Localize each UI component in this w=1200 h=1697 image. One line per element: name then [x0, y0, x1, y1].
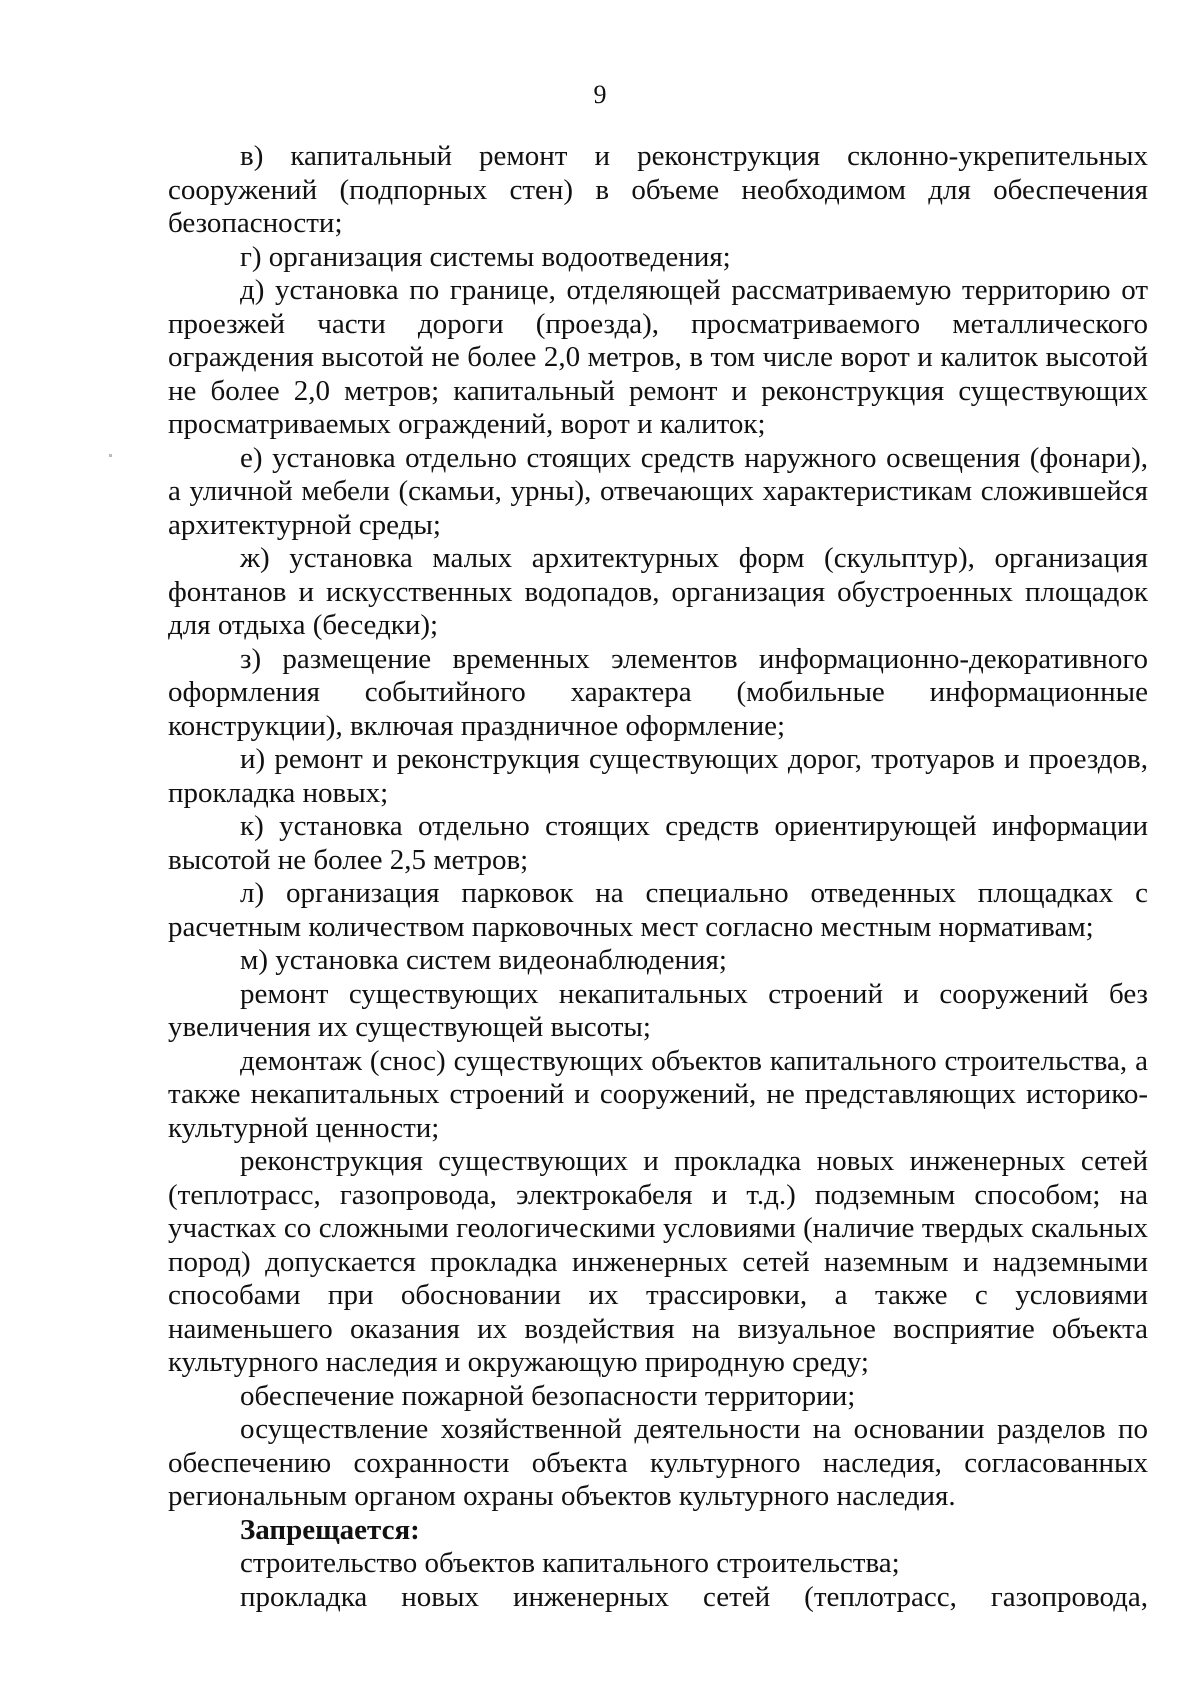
- paragraph-networks: реконструкция существующих и прокладка новых инженерных сетей (теплотрасс, газопровода, электрокабеля и т.д.) подземным способом; на участках со сложными геологическими условиями (наличие твердых скальных пород) допускается прокладка инженерных сетей наземным и надземными способами при обосновании их трассировки, а также с условиями наименьшего оказания их воздействия на визуальное восприятие объекта культурного наследия и окружающую природную среду;: [168, 1145, 1148, 1378]
- paragraph-d: д) установка по границе, отделяющей рассматриваемую территорию от проезжей части дороги (проезда), просматриваемого металлического ограждения высотой не более 2,0 метров, в том числе ворот и калиток высотой не более 2,0 метров; капитальный ремонт и реконструкция существующих просматриваемых ограждений, ворот и калиток;: [168, 274, 1148, 440]
- paragraph-v: в) капитальный ремонт и реконструкция склонно-укрепительных сооружений (подпорных стен) в объеме необходимом для обеспечения безопасности;: [168, 140, 1148, 239]
- section-heading-prohibited: Запрещается:: [240, 1513, 420, 1546]
- paragraph-l: л) организация парковок на специально отведенных площадках с расчетным количеством парковочных мест согласно местным нормативам;: [168, 877, 1148, 943]
- document-body: [168, 140, 1148, 1614]
- paragraph-g: г) организация системы водоотведения;: [240, 240, 731, 273]
- paragraph-z: з) размещение временных элементов информационно-декоративного оформления событийного характера (мобильные информационные конструкции), включая праздничное оформление;: [168, 642, 1148, 742]
- paragraph-economic-activity: осуществление хозяйственной деятельности на основании разделов по обеспечению сохранности объекта культурного наследия, согласованных региональным органом охраны объектов культурного наследия.: [168, 1413, 1148, 1512]
- paragraph-k: к) установка отдельно стоящих средств ориентирующей информации высотой не более 2,5 метров;: [168, 810, 1148, 876]
- prohibited-item: строительство объектов капитального строительства;: [240, 1547, 900, 1579]
- paragraph-i: и) ремонт и реконструкция существующих дорог, тротуаров и проездов, прокладка новых;: [168, 743, 1148, 809]
- paragraph-fire-safety: обеспечение пожарной безопасности территории;: [240, 1379, 856, 1412]
- paragraph-repair: ремонт существующих некапитальных строений и сооружений без увеличения их существующей высоты;: [168, 977, 1148, 1043]
- paragraph-zh: ж) установка малых архитектурных форм (скульптур), организация фонтанов и искусственных водопадов, организация обустроенных площадок для отдыха (беседки);: [168, 542, 1148, 641]
- prohibited-item: прокладка новых инженерных сетей (теплотрасс, газопровода,: [240, 1580, 1148, 1613]
- scan-speck: [109, 454, 112, 457]
- paragraph-m: м) установка систем видеонаблюдения;: [240, 944, 727, 976]
- paragraph-e: е) установка отдельно стоящих средств наружного освещения (фонари), а уличной мебели (скамьи, урны), отвечающих характеристикам сложившейся архитектурной среды;: [168, 441, 1148, 541]
- paragraph-demolition: демонтаж (снос) существующих объектов капитального строительства, а также некапитальных строений и сооружений, не представляющих историко-культурной ценности;: [168, 1044, 1148, 1144]
- page-number: 9: [593, 80, 607, 109]
